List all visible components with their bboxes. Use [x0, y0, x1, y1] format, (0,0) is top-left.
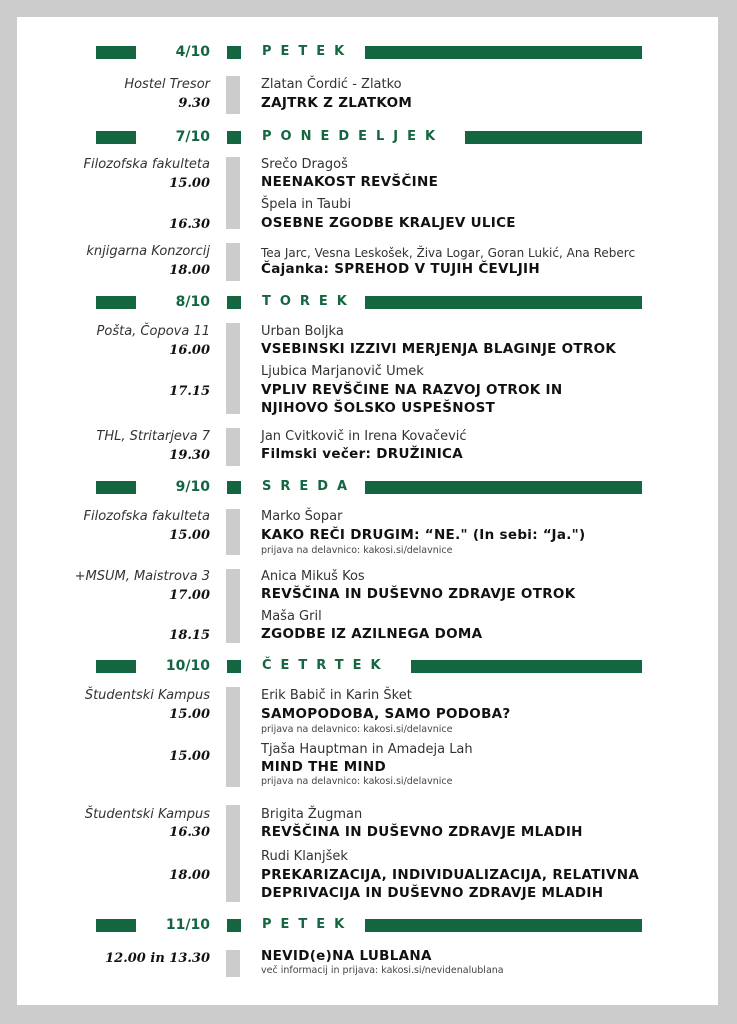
event-venue: Pošta, Čopova 11: [96, 324, 210, 339]
event-title: ZGODBE IZ AZILNEGA DOMA: [261, 626, 483, 642]
event-time: 16.30: [169, 217, 210, 232]
event-time: 15.00: [169, 707, 210, 722]
header-bar-left: [96, 481, 136, 494]
event-venue: +MSUM, Maistrova 3: [74, 569, 210, 584]
event-block-divider: [226, 950, 240, 977]
event-speaker: Tjaša Hauptman in Amadeja Lah: [261, 742, 473, 757]
header-bar-right: [365, 296, 642, 309]
event-registration-note: prijava na delavnico: kakosi.si/delavnice: [261, 776, 453, 787]
event-block-divider: [226, 428, 240, 466]
event-venue: Študentski Kampus: [84, 807, 210, 822]
header-bar-right: [365, 481, 642, 494]
event-time: 12.00 in 13.30: [105, 951, 210, 966]
event-title: NEENAKOST REVŠČINE: [261, 174, 439, 190]
event-title: Čajanka: SPREHOD V TUJIH ČEVLJIH: [261, 261, 540, 277]
event-title: NEVID(e)NA LUBLANA: [261, 948, 432, 964]
event-time: 15.00: [169, 528, 210, 543]
day-name: ČETRTEK: [262, 658, 390, 673]
event-block-divider: [226, 687, 240, 787]
event-title: REVŠČINA IN DUŠEVNO ZDRAVJE OTROK: [261, 586, 576, 602]
event-time: 15.00: [169, 176, 210, 191]
header-square: [227, 919, 241, 932]
event-venue: Študentski Kampus: [84, 688, 210, 703]
event-venue: Filozofska fakulteta: [83, 509, 210, 524]
event-title-line-1: VPLIV REVŠČINE NA RAZVOJ OTROK IN: [261, 382, 563, 398]
header-bar-left: [96, 46, 136, 59]
event-title: OSEBNE ZGODBE KRALJEV ULICE: [261, 215, 516, 231]
header-square: [227, 131, 241, 144]
event-time: 16.00: [169, 343, 210, 358]
day-date: 4/10: [175, 44, 210, 60]
event-block-divider: [226, 323, 240, 414]
event-time: 17.15: [169, 384, 210, 399]
day-name: TOREK: [262, 294, 356, 309]
event-time: 16.30: [169, 825, 210, 840]
day-name: PONEDELJEK: [262, 129, 445, 144]
event-block-divider: [226, 243, 240, 281]
event-time: 19.30: [169, 448, 210, 463]
event-title-line-1: PREKARIZACIJA, INDIVIDUALIZACIJA, RELATIVNA: [261, 867, 640, 883]
event-time: 15.00: [169, 749, 210, 764]
header-bar-left: [96, 919, 136, 932]
day-date: 8/10: [175, 294, 210, 310]
event-time: 18.00: [169, 868, 210, 883]
event-speaker: Brigita Žugman: [261, 807, 363, 822]
event-venue: Hostel Tresor: [124, 77, 210, 92]
day-date: 10/10: [165, 658, 210, 674]
header-bar-left: [96, 660, 136, 673]
event-block-divider: [226, 569, 240, 643]
event-speaker: Ljubica Marjanovič Umek: [261, 364, 424, 379]
event-registration-note: prijava na delavnico: kakosi.si/delavnice: [261, 724, 453, 735]
day-name: PETEK: [262, 917, 354, 932]
event-registration-note: prijava na delavnico: kakosi.si/delavnice: [261, 545, 453, 556]
event-title: ZAJTRK Z ZLATKOM: [261, 95, 413, 111]
day-date: 9/10: [175, 479, 210, 495]
day-date: 7/10: [175, 129, 210, 145]
event-venue: Filozofska fakulteta: [83, 157, 210, 172]
day-date: 11/10: [165, 917, 210, 933]
event-title: SAMOPODOBA, SAMO PODOBA?: [261, 706, 511, 722]
header-square: [227, 660, 241, 673]
event-speaker: Urban Boljka: [261, 324, 344, 339]
header-bar-right: [411, 660, 642, 673]
event-speaker: Erik Babič in Karin Šket: [261, 688, 412, 703]
event-speaker: Srečo Dragoš: [261, 157, 348, 172]
event-speaker: Zlatan Čordić - Zlatko: [261, 77, 402, 92]
event-speaker: Marko Šopar: [261, 509, 343, 524]
event-title-line-2: DEPRIVACIJA IN DUŠEVNO ZDRAVJE MLADIH: [261, 885, 604, 901]
event-block-divider: [226, 509, 240, 555]
event-speaker: Rudi Klanjšek: [261, 849, 348, 864]
event-venue: THL, Stritarjeva 7: [96, 429, 210, 444]
event-title: Filmski večer: DRUŽINICA: [261, 446, 464, 462]
event-time: 17.00: [169, 588, 210, 603]
event-speaker: Tea Jarc, Vesna Leskošek, Živa Logar, Goran Lukić, Ana Reberc: [261, 246, 636, 260]
event-title: REVŠČINA IN DUŠEVNO ZDRAVJE MLADIH: [261, 824, 583, 840]
event-block-divider: [226, 805, 240, 902]
event-speaker: Anica Mikuš Kos: [261, 569, 365, 584]
event-speaker: Špela in Taubi: [261, 197, 352, 212]
event-time: 18.15: [169, 628, 210, 643]
header-bar-right: [365, 919, 642, 932]
header-square: [227, 296, 241, 309]
header-square: [227, 46, 241, 59]
event-title: KAKO REČI DRUGIM: “NE." (In sebi: “Ja."): [261, 527, 586, 543]
event-title: MIND THE MIND: [261, 759, 386, 775]
event-speaker: Jan Cvitkovič in Irena Kovačević: [261, 429, 467, 444]
event-time: 18.00: [169, 263, 210, 278]
header-bar-left: [96, 296, 136, 309]
event-title: VSEBINSKI IZZIVI MERJENJA BLAGINJE OTROK: [261, 341, 617, 357]
event-venue: knjigarna Konzorcij: [86, 244, 210, 259]
header-bar-left: [96, 131, 136, 144]
event-info-note: več informacij in prijava: kakosi.si/nevidenalublana: [261, 965, 504, 976]
event-time: 9.30: [178, 96, 210, 111]
event-block-divider: [226, 157, 240, 229]
event-title-line-2: NJIHOVO ŠOLSKO USPEŠNOST: [261, 400, 496, 416]
day-name: PETEK: [262, 44, 354, 59]
day-name: SREDA: [262, 479, 357, 494]
header-bar-right: [465, 131, 642, 144]
header-bar-right: [365, 46, 642, 59]
event-block-divider: [226, 76, 240, 114]
header-square: [227, 481, 241, 494]
event-speaker: Maša Gril: [261, 609, 322, 624]
